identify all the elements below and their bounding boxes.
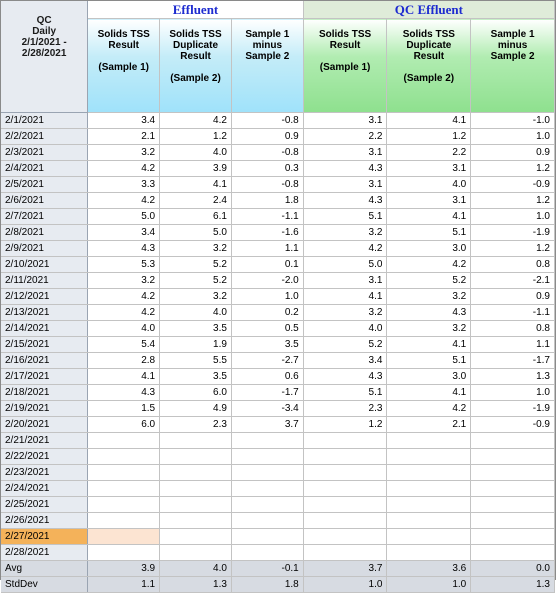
- data-cell[interactable]: [88, 513, 160, 529]
- data-cell[interactable]: -0.8: [231, 177, 303, 193]
- column-header-line: [387, 62, 470, 73]
- column-header-5[interactable]: [387, 19, 471, 113]
- data-cell[interactable]: 5.2: [160, 273, 232, 289]
- row-header-date[interactable]: 2/11/2021: [1, 273, 88, 289]
- table-row: [1, 129, 555, 145]
- data-cell[interactable]: 1.2: [471, 241, 555, 257]
- data-cell[interactable]: -0.8: [231, 145, 303, 161]
- summary-cell: 0.0: [471, 561, 555, 577]
- group-header-effluent: Effluent: [88, 1, 303, 19]
- data-cell[interactable]: [231, 545, 303, 561]
- data-cell[interactable]: 5.0: [88, 209, 160, 225]
- data-cell[interactable]: 3.5: [160, 369, 232, 385]
- data-cell[interactable]: 3.2: [387, 321, 471, 337]
- data-cell[interactable]: 6.0: [160, 385, 232, 401]
- data-cell[interactable]: [231, 433, 303, 449]
- data-cell[interactable]: 0.9: [471, 145, 555, 161]
- table-row: [1, 497, 555, 513]
- data-cell[interactable]: [471, 497, 555, 513]
- data-cell[interactable]: 2.2: [387, 145, 471, 161]
- table-row: [1, 481, 555, 497]
- data-cell[interactable]: -0.9: [471, 177, 555, 193]
- data-cell[interactable]: -1.7: [231, 385, 303, 401]
- column-header-line: [160, 62, 231, 73]
- data-cell[interactable]: -1.1: [471, 305, 555, 321]
- table-row: [1, 433, 555, 449]
- table-row: [1, 113, 555, 129]
- column-header-line: Result: [108, 40, 139, 51]
- data-cell[interactable]: 4.1: [387, 385, 471, 401]
- table-row: [1, 225, 555, 241]
- row-header-date[interactable]: 2/15/2021: [1, 337, 88, 353]
- data-cell[interactable]: 3.4: [88, 225, 160, 241]
- row-header-date[interactable]: 2/8/2021: [1, 225, 88, 241]
- data-cell[interactable]: 4.2: [303, 241, 387, 257]
- data-cell[interactable]: 1.0: [471, 385, 555, 401]
- data-cell[interactable]: 1.2: [160, 129, 232, 145]
- data-cell[interactable]: 0.5: [231, 321, 303, 337]
- data-cell[interactable]: 3.4: [303, 353, 387, 369]
- data-cell[interactable]: 4.9: [160, 401, 232, 417]
- corner-label: QC: [36, 15, 52, 26]
- data-cell[interactable]: 4.2: [160, 113, 232, 129]
- data-cell[interactable]: 2.1: [88, 129, 160, 145]
- table-row: [1, 385, 555, 401]
- row-header-date[interactable]: 2/10/2021: [1, 257, 88, 273]
- data-cell[interactable]: 4.3: [88, 385, 160, 401]
- data-cell[interactable]: 4.0: [303, 321, 387, 337]
- data-cell[interactable]: 2.4: [160, 193, 232, 209]
- data-cell[interactable]: 3.2: [160, 289, 232, 305]
- data-cell[interactable]: 0.8: [471, 321, 555, 337]
- data-cell[interactable]: 3.1: [303, 273, 387, 289]
- row-header-date[interactable]: 2/22/2021: [1, 449, 88, 465]
- data-cell[interactable]: 1.3: [471, 369, 555, 385]
- row-header-date[interactable]: 2/9/2021: [1, 241, 88, 257]
- data-cell[interactable]: 3.2: [303, 305, 387, 321]
- data-cell[interactable]: 4.2: [387, 257, 471, 273]
- table-row: [1, 513, 555, 529]
- table-row: [1, 449, 555, 465]
- data-cell[interactable]: 1.2: [471, 161, 555, 177]
- data-cell[interactable]: [160, 497, 232, 513]
- data-cell[interactable]: 4.2: [88, 289, 160, 305]
- data-cell[interactable]: 3.2: [160, 241, 232, 257]
- column-header-line: (Sample 1): [319, 62, 371, 73]
- row-header-date[interactable]: 2/5/2021: [1, 177, 88, 193]
- data-cell[interactable]: 4.0: [160, 305, 232, 321]
- data-cell[interactable]: 5.3: [88, 257, 160, 273]
- data-cell[interactable]: 1.0: [471, 209, 555, 225]
- data-cell[interactable]: [471, 529, 555, 545]
- data-cell[interactable]: [387, 545, 471, 561]
- row-header-date[interactable]: 2/21/2021: [1, 433, 88, 449]
- data-cell[interactable]: [387, 449, 471, 465]
- data-cell[interactable]: [88, 481, 160, 497]
- data-cell[interactable]: -1.6: [231, 225, 303, 241]
- table-row: [1, 209, 555, 225]
- summary-cell: 3.7: [303, 561, 387, 577]
- row-header-date[interactable]: 2/6/2021: [1, 193, 88, 209]
- row-header-date[interactable]: 2/16/2021: [1, 353, 88, 369]
- table-row: [1, 353, 555, 369]
- data-cell[interactable]: [471, 481, 555, 497]
- data-cell[interactable]: 1.9: [160, 337, 232, 353]
- data-cell[interactable]: [303, 545, 387, 561]
- data-cell[interactable]: 3.4: [88, 113, 160, 129]
- table-row: [1, 289, 555, 305]
- summary-cell: 3.9: [88, 561, 160, 577]
- data-cell[interactable]: 1.8: [231, 193, 303, 209]
- row-header-date[interactable]: 2/24/2021: [1, 481, 88, 497]
- column-header-line: Sample 1: [245, 29, 290, 40]
- data-cell[interactable]: 0.1: [231, 257, 303, 273]
- data-cell[interactable]: [387, 513, 471, 529]
- data-cell[interactable]: [303, 433, 387, 449]
- data-cell[interactable]: 5.2: [303, 337, 387, 353]
- data-cell[interactable]: 4.1: [387, 209, 471, 225]
- data-cell[interactable]: [471, 465, 555, 481]
- data-cell[interactable]: [160, 545, 232, 561]
- column-header-line: [304, 51, 387, 62]
- row-header-date[interactable]: 2/12/2021: [1, 289, 88, 305]
- data-cell[interactable]: 2.3: [160, 417, 232, 433]
- data-cell[interactable]: [231, 513, 303, 529]
- data-cell[interactable]: [303, 465, 387, 481]
- data-cell[interactable]: 4.3: [303, 193, 387, 209]
- data-cell[interactable]: -1.0: [471, 113, 555, 129]
- data-cell[interactable]: [471, 545, 555, 561]
- data-cell[interactable]: 3.0: [387, 241, 471, 257]
- data-cell[interactable]: 3.1: [303, 113, 387, 129]
- data-cell[interactable]: -0.8: [231, 113, 303, 129]
- data-cell[interactable]: [387, 433, 471, 449]
- row-header-date[interactable]: 2/13/2021: [1, 305, 88, 321]
- data-cell[interactable]: 4.3: [303, 161, 387, 177]
- table-row: [1, 401, 555, 417]
- column-header-1[interactable]: [88, 19, 160, 113]
- summary-cell: -0.1: [231, 561, 303, 577]
- data-cell[interactable]: 1.2: [303, 417, 387, 433]
- row-header-date[interactable]: 2/4/2021: [1, 161, 88, 177]
- column-header-line: Solids TSS: [402, 29, 455, 40]
- data-cell[interactable]: 3.3: [88, 177, 160, 193]
- corner-frequency: Daily: [32, 26, 57, 37]
- table-row: [1, 337, 555, 353]
- data-cell[interactable]: 3.5: [160, 321, 232, 337]
- table-body: [1, 113, 555, 593]
- table-row: [1, 257, 555, 273]
- data-cell[interactable]: 0.2: [231, 305, 303, 321]
- row-header-date[interactable]: 2/27/2021: [1, 529, 88, 545]
- summary-cell: 1.0: [387, 577, 471, 593]
- data-cell[interactable]: 1.1: [231, 241, 303, 257]
- column-header-line: minus: [252, 40, 283, 51]
- data-cell[interactable]: [88, 529, 160, 545]
- column-header-line: Sample 2: [490, 51, 535, 62]
- data-cell[interactable]: [387, 465, 471, 481]
- group-header-qc-effluent: QC Effluent: [303, 1, 554, 19]
- data-cell[interactable]: [160, 465, 232, 481]
- data-cell[interactable]: 2.8: [88, 353, 160, 369]
- column-header-2[interactable]: [160, 19, 232, 113]
- column-header-line: Sample 1: [490, 29, 535, 40]
- data-cell[interactable]: 3.1: [387, 193, 471, 209]
- table-row: [1, 545, 555, 561]
- data-cell[interactable]: 4.0: [160, 145, 232, 161]
- data-cell[interactable]: 5.5: [160, 353, 232, 369]
- data-cell[interactable]: 5.0: [160, 225, 232, 241]
- column-header-line: (Sample 1): [98, 62, 149, 73]
- corner-date-end: 2/28/2021: [21, 48, 67, 59]
- data-cell[interactable]: 0.3: [231, 161, 303, 177]
- data-cell[interactable]: 3.1: [303, 145, 387, 161]
- data-cell[interactable]: 4.3: [387, 305, 471, 321]
- data-cell[interactable]: -1.9: [471, 401, 555, 417]
- data-cell[interactable]: 3.2: [88, 145, 160, 161]
- row-header-date[interactable]: 2/3/2021: [1, 145, 88, 161]
- data-cell[interactable]: 5.1: [303, 209, 387, 225]
- data-cell[interactable]: [88, 465, 160, 481]
- summary-cell: 1.0: [303, 577, 387, 593]
- data-table: [1, 1, 555, 593]
- data-cell[interactable]: 3.1: [303, 177, 387, 193]
- data-cell[interactable]: 4.2: [88, 305, 160, 321]
- row-header-date[interactable]: 2/1/2021: [1, 113, 88, 129]
- data-cell[interactable]: 4.1: [88, 369, 160, 385]
- data-cell[interactable]: -1.1: [231, 209, 303, 225]
- data-cell[interactable]: 4.1: [160, 177, 232, 193]
- data-cell[interactable]: 1.5: [88, 401, 160, 417]
- data-cell[interactable]: [303, 529, 387, 545]
- column-header-line: Solids TSS: [318, 29, 372, 40]
- column-header-line: minus: [497, 40, 528, 51]
- data-cell[interactable]: 4.0: [88, 321, 160, 337]
- column-header-line: [88, 51, 159, 62]
- data-cell[interactable]: [231, 529, 303, 545]
- data-cell[interactable]: -2.1: [471, 273, 555, 289]
- column-header-line: Result: [180, 51, 211, 62]
- data-cell[interactable]: 5.1: [387, 353, 471, 369]
- data-cell[interactable]: 5.1: [303, 385, 387, 401]
- data-cell[interactable]: 5.2: [160, 257, 232, 273]
- column-header-line: Duplicate: [406, 40, 452, 51]
- data-cell[interactable]: 1.2: [471, 193, 555, 209]
- data-cell[interactable]: 4.3: [303, 369, 387, 385]
- data-cell[interactable]: [303, 449, 387, 465]
- data-cell[interactable]: [88, 497, 160, 513]
- data-cell[interactable]: 4.1: [303, 289, 387, 305]
- data-cell[interactable]: [387, 529, 471, 545]
- data-cell[interactable]: [160, 481, 232, 497]
- data-cell[interactable]: 0.6: [231, 369, 303, 385]
- table-row: [1, 369, 555, 385]
- row-header-date[interactable]: 2/2/2021: [1, 129, 88, 145]
- column-header-line: Sample 2: [245, 51, 290, 62]
- row-header-date[interactable]: 2/19/2021: [1, 401, 88, 417]
- column-header-3[interactable]: [231, 19, 303, 113]
- column-header-line: Solids TSS: [169, 29, 222, 40]
- table-row: [1, 145, 555, 161]
- row-header-date[interactable]: 2/14/2021: [1, 321, 88, 337]
- data-cell[interactable]: 0.9: [471, 289, 555, 305]
- table-row: [1, 417, 555, 433]
- data-cell[interactable]: 0.8: [471, 257, 555, 273]
- data-cell[interactable]: [303, 497, 387, 513]
- data-cell[interactable]: [387, 497, 471, 513]
- data-cell[interactable]: [387, 481, 471, 497]
- data-cell[interactable]: -2.0: [231, 273, 303, 289]
- data-cell[interactable]: [471, 433, 555, 449]
- column-header-line: (Sample 2): [403, 73, 455, 84]
- column-header-line: Result: [413, 51, 445, 62]
- data-cell[interactable]: [231, 481, 303, 497]
- data-cell[interactable]: 3.2: [387, 289, 471, 305]
- data-cell[interactable]: 4.0: [387, 177, 471, 193]
- summary-row: [1, 577, 555, 593]
- data-cell[interactable]: 3.0: [387, 369, 471, 385]
- data-cell[interactable]: -1.7: [471, 353, 555, 369]
- data-cell[interactable]: 2.1: [387, 417, 471, 433]
- column-header-line: Result: [329, 40, 361, 51]
- data-cell[interactable]: 6.1: [160, 209, 232, 225]
- data-cell[interactable]: 4.2: [88, 193, 160, 209]
- summary-cell: 1.8: [231, 577, 303, 593]
- table-row: [1, 161, 555, 177]
- table-row: [1, 465, 555, 481]
- table-row: [1, 529, 555, 545]
- column-header-line: Solids TSS: [97, 29, 150, 40]
- summary-cell: 1.3: [471, 577, 555, 593]
- data-cell[interactable]: 4.2: [88, 161, 160, 177]
- data-cell[interactable]: 1.0: [471, 129, 555, 145]
- summary-label: StdDev: [1, 577, 88, 593]
- data-cell[interactable]: 2.2: [303, 129, 387, 145]
- table-row: [1, 305, 555, 321]
- summary-row: [1, 561, 555, 577]
- data-cell[interactable]: 3.9: [160, 161, 232, 177]
- data-cell[interactable]: 1.2: [387, 129, 471, 145]
- data-cell[interactable]: 3.2: [88, 273, 160, 289]
- data-cell[interactable]: 4.3: [88, 241, 160, 257]
- data-cell[interactable]: [160, 449, 232, 465]
- row-header-date[interactable]: 2/7/2021: [1, 209, 88, 225]
- data-cell[interactable]: [303, 481, 387, 497]
- data-cell[interactable]: [88, 449, 160, 465]
- data-cell[interactable]: [160, 529, 232, 545]
- table-row: [1, 193, 555, 209]
- data-cell[interactable]: -0.9: [471, 417, 555, 433]
- data-cell[interactable]: [231, 465, 303, 481]
- data-cell[interactable]: 2.3: [303, 401, 387, 417]
- data-cell[interactable]: 5.0: [303, 257, 387, 273]
- row-header-date[interactable]: 2/20/2021: [1, 417, 88, 433]
- table-row: [1, 273, 555, 289]
- table-row: [1, 321, 555, 337]
- data-cell[interactable]: 1.1: [471, 337, 555, 353]
- data-cell[interactable]: 1.0: [231, 289, 303, 305]
- data-cell[interactable]: 3.5: [231, 337, 303, 353]
- table-row: [1, 241, 555, 257]
- column-header-line: (Sample 2): [170, 73, 221, 84]
- data-cell[interactable]: 3.2: [303, 225, 387, 241]
- summary-label: Avg: [1, 561, 88, 577]
- data-cell[interactable]: [231, 497, 303, 513]
- data-cell[interactable]: 3.1: [387, 161, 471, 177]
- data-cell[interactable]: 4.2: [387, 401, 471, 417]
- data-cell[interactable]: 5.4: [88, 337, 160, 353]
- row-header-date[interactable]: 2/25/2021: [1, 497, 88, 513]
- row-header-date[interactable]: 2/18/2021: [1, 385, 88, 401]
- summary-cell: 1.3: [160, 577, 232, 593]
- data-cell[interactable]: 4.1: [387, 113, 471, 129]
- corner-date-start: 2/1/2021 -: [21, 37, 67, 48]
- data-cell[interactable]: [231, 449, 303, 465]
- summary-cell: 4.0: [160, 561, 232, 577]
- data-cell[interactable]: [160, 433, 232, 449]
- data-cell[interactable]: 0.9: [231, 129, 303, 145]
- column-header-4[interactable]: [303, 19, 387, 113]
- data-cell[interactable]: 6.0: [88, 417, 160, 433]
- row-header-date[interactable]: 2/17/2021: [1, 369, 88, 385]
- data-cell[interactable]: [303, 513, 387, 529]
- data-cell[interactable]: -3.4: [231, 401, 303, 417]
- row-header-date[interactable]: 2/23/2021: [1, 465, 88, 481]
- data-cell[interactable]: [88, 433, 160, 449]
- data-cell[interactable]: [160, 513, 232, 529]
- data-cell[interactable]: 5.2: [387, 273, 471, 289]
- data-cell[interactable]: 4.1: [387, 337, 471, 353]
- data-cell[interactable]: -1.9: [471, 225, 555, 241]
- summary-cell: 1.1: [88, 577, 160, 593]
- row-header-date[interactable]: 2/28/2021: [1, 545, 88, 561]
- row-header-date[interactable]: 2/26/2021: [1, 513, 88, 529]
- data-cell[interactable]: 5.1: [387, 225, 471, 241]
- column-header-6[interactable]: [471, 19, 555, 113]
- summary-cell: 3.6: [387, 561, 471, 577]
- data-cell[interactable]: -2.7: [231, 353, 303, 369]
- data-cell[interactable]: [88, 545, 160, 561]
- table-row: [1, 177, 555, 193]
- data-cell[interactable]: [471, 449, 555, 465]
- corner-header: [1, 1, 88, 113]
- data-cell[interactable]: 3.7: [231, 417, 303, 433]
- data-cell[interactable]: [471, 513, 555, 529]
- column-header-line: Duplicate: [173, 40, 219, 51]
